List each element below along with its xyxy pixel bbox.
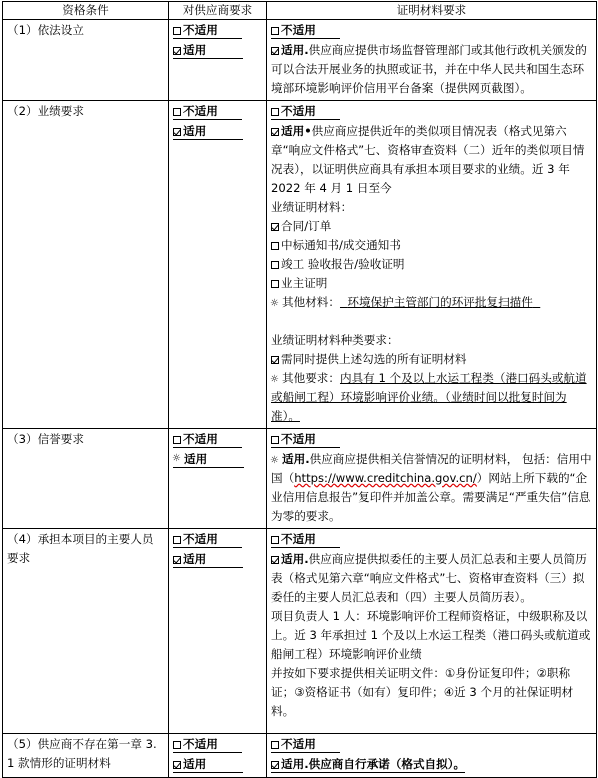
option-not-applicable[interactable]: 不适用 — [173, 736, 242, 753]
kind-title: 业绩证明材料种类要求： — [271, 333, 399, 347]
list-item[interactable]: 中标通知书/成交通知书 — [271, 236, 592, 255]
checkbox-checked-icon[interactable] — [173, 47, 181, 55]
evidence-applicable[interactable]: ☼适用. — [271, 452, 310, 466]
header-qualification: 资格条件 — [3, 2, 169, 20]
evidence-cell: 不适用 适用•供应商应提供近年的类似项目情况表（格式见第六章“响应文件格式”七、资格审查资料（二）近年的类似项目情况表），以证明供应商具有承担本项目要求的业绩。近 3 年 2022 年 4 月 1 日至今 业绩证明材料： 合同/订单 中标通知书/成交通知书 竣工 验收报告/验收证明 业主证明 ☼其他材料： 环境保护主管部门的环评批复扫描件 业绩证明材料种类要求： 需同时提供上述勾选的所有证明材料 ☼其他要求：内具有 1 个及以上水运工程类（港口码头或航道或船闸工程）环境影响评价业绩。（业绩时间以批复时间为准）。 — [267, 101, 597, 429]
evidence-not-applicable[interactable]: 不适用 — [271, 736, 340, 753]
evidence-cell: 不适用 适用.供应商应提供拟委任的主要人员汇总表和主要人员简历表（格式见第六章“响应文件格式”七、资格审查资料（三）拟委任的主要人员汇总表和（四）主要人员简历表）。 项目负责人 1 人：环境影响评价工程师资格证，中级职称及以上。近 3 年承担过 1 个及以上水运工程类（港口码头或航道或船闸工程）环境影响评价业绩 并按如下要求提供相关证明文件：①身份证复印件；②职称证；③资格证书（如有）复印件；④近 3 个月的社保证明材料。 — [267, 529, 597, 734]
checkbox-checked-icon[interactable] — [271, 223, 279, 231]
option-not-applicable[interactable]: 不适用 — [173, 103, 242, 120]
condition-cell: （5）供应商不存在第一章 3.1 款情形的证明材料 — [3, 734, 169, 778]
checkbox-checked-icon[interactable] — [173, 761, 181, 769]
option-applicable[interactable]: 适用 — [173, 551, 243, 568]
checkbox-checked-icon[interactable] — [271, 128, 279, 136]
checkbox-unchecked-icon[interactable] — [271, 536, 279, 544]
evidence-cell: 不适用 适用.供应商应提供市场监督管理部门或其他行政机关颁发的可以合法开展业务的执照或证书，并在中华人民共和国生态环境部环境影响评价信用平台备案（提供网页截图）。 — [267, 20, 597, 101]
creditchina-link[interactable]: https://www.creditchina.gov.cn/ — [294, 471, 477, 485]
evidence-applicable[interactable]: 适用. — [271, 43, 309, 57]
condition-cell: （4）承担本项目的主要人员要求 — [3, 529, 169, 734]
evidence-applicable[interactable]: 适用.供应商自行承诺（格式自拟）。 — [271, 756, 465, 773]
checkbox-checked-icon[interactable] — [271, 761, 279, 769]
checkbox-unchecked-icon[interactable] — [173, 436, 181, 444]
checkbox-unchecked-icon[interactable] — [173, 741, 181, 749]
sun-checkbox-icon[interactable] — [271, 374, 280, 383]
option-cell — [169, 529, 267, 734]
checkbox-unchecked-icon[interactable] — [271, 242, 279, 250]
sub-title: 业绩证明材料： — [271, 200, 353, 214]
list-item[interactable]: 合同/订单 — [271, 217, 592, 236]
option-cell — [169, 101, 267, 429]
table-row — [3, 529, 597, 734]
checkbox-unchecked-icon[interactable] — [271, 280, 279, 288]
checkbox-unchecked-icon[interactable] — [271, 436, 279, 444]
evidence-applicable[interactable]: 适用• — [271, 124, 312, 138]
table-row — [3, 101, 597, 429]
sun-checkbox-icon[interactable] — [271, 455, 280, 464]
checkbox-unchecked-icon[interactable] — [173, 536, 181, 544]
sun-checkbox-icon[interactable] — [173, 455, 182, 464]
list-item[interactable]: ☼其他要求：内具有 1 个及以上水运工程类（港口码头或航道或船闸工程）环境影响评价业绩。（业绩时间以批复时间为准）。 — [271, 369, 592, 426]
checkbox-checked-icon[interactable] — [271, 556, 279, 564]
list-item[interactable]: 竣工 验收报告/验收证明 — [271, 255, 592, 274]
option-not-applicable[interactable]: 不适用 — [173, 22, 242, 39]
personnel-requirement: 项目负责人 1 人：环境影响评价工程师资格证，中级职称及以上。近 3 年承担过 1 个及以上水运工程类（港口码头或航道或船闸工程）环境影响评价业绩 — [271, 609, 591, 661]
sun-checkbox-icon[interactable] — [271, 298, 280, 307]
option-applicable[interactable]: 适用 — [173, 756, 243, 773]
header-evidence-requirement: 证明材料要求 — [267, 2, 597, 20]
header-row — [3, 2, 597, 20]
option-applicable[interactable]: 适用 — [173, 42, 243, 59]
evidence-not-applicable[interactable]: 不适用 — [271, 531, 340, 548]
condition-cell: （1）依法设立 — [3, 20, 169, 101]
table-row — [3, 429, 597, 529]
checkbox-unchecked-icon[interactable] — [271, 27, 279, 35]
checkbox-unchecked-icon[interactable] — [271, 108, 279, 116]
evidence-not-applicable[interactable]: 不适用 — [271, 22, 340, 39]
checkbox-unchecked-icon[interactable] — [173, 108, 181, 116]
table-row — [3, 734, 597, 778]
condition-cell: （3）信誉要求 — [3, 429, 169, 529]
evidence-applicable[interactable]: 适用. — [271, 552, 309, 566]
checkbox-checked-icon[interactable] — [271, 47, 279, 55]
evidence-not-applicable[interactable]: 不适用 — [271, 103, 340, 120]
option-not-applicable[interactable]: 不适用 — [173, 531, 242, 548]
document-requirement: 并按如下要求提供相关证明文件：①身份证复印件；②职称证；③资格证书（如有）复印件；④近 3 个月的社保证明材料。 — [271, 666, 574, 718]
checkbox-unchecked-icon[interactable] — [173, 27, 181, 35]
header-supplier-requirement: 对供应商要求 — [169, 2, 267, 20]
list-item[interactable]: 需同时提供上述勾选的所有证明材料 — [271, 350, 592, 369]
list-item[interactable]: 业主证明 — [271, 274, 592, 293]
option-cell — [169, 429, 267, 529]
qualification-table — [2, 1, 597, 778]
condition-cell: （2）业绩要求 — [3, 101, 169, 429]
evidence-cell: 不适用 ☼适用.供应商应提供相关信誉情况的证明材料， 包括：信用中国（https://www.creditchina.gov.cn/）网站上所下载的“企业信用信息报告”复印件并加盖公章。需要满足“严重失信”信息为零的要求。 — [267, 429, 597, 529]
option-not-applicable[interactable]: 不适用 — [173, 431, 242, 448]
option-cell — [169, 20, 267, 101]
checkbox-checked-icon[interactable] — [173, 128, 181, 136]
option-applicable[interactable]: ☼适用 — [173, 451, 244, 468]
option-cell — [169, 734, 267, 778]
table-row — [3, 20, 597, 101]
option-applicable[interactable]: 适用 — [173, 123, 243, 140]
checkbox-unchecked-icon[interactable] — [271, 261, 279, 269]
checkbox-unchecked-icon[interactable] — [271, 741, 279, 749]
evidence-not-applicable[interactable]: 不适用 — [271, 431, 340, 448]
checkbox-checked-icon[interactable] — [271, 356, 279, 364]
evidence-cell — [267, 734, 597, 778]
list-item[interactable]: ☼其他材料： 环境保护主管部门的环评批复扫描件 — [271, 293, 592, 312]
checkbox-checked-icon[interactable] — [173, 556, 181, 564]
